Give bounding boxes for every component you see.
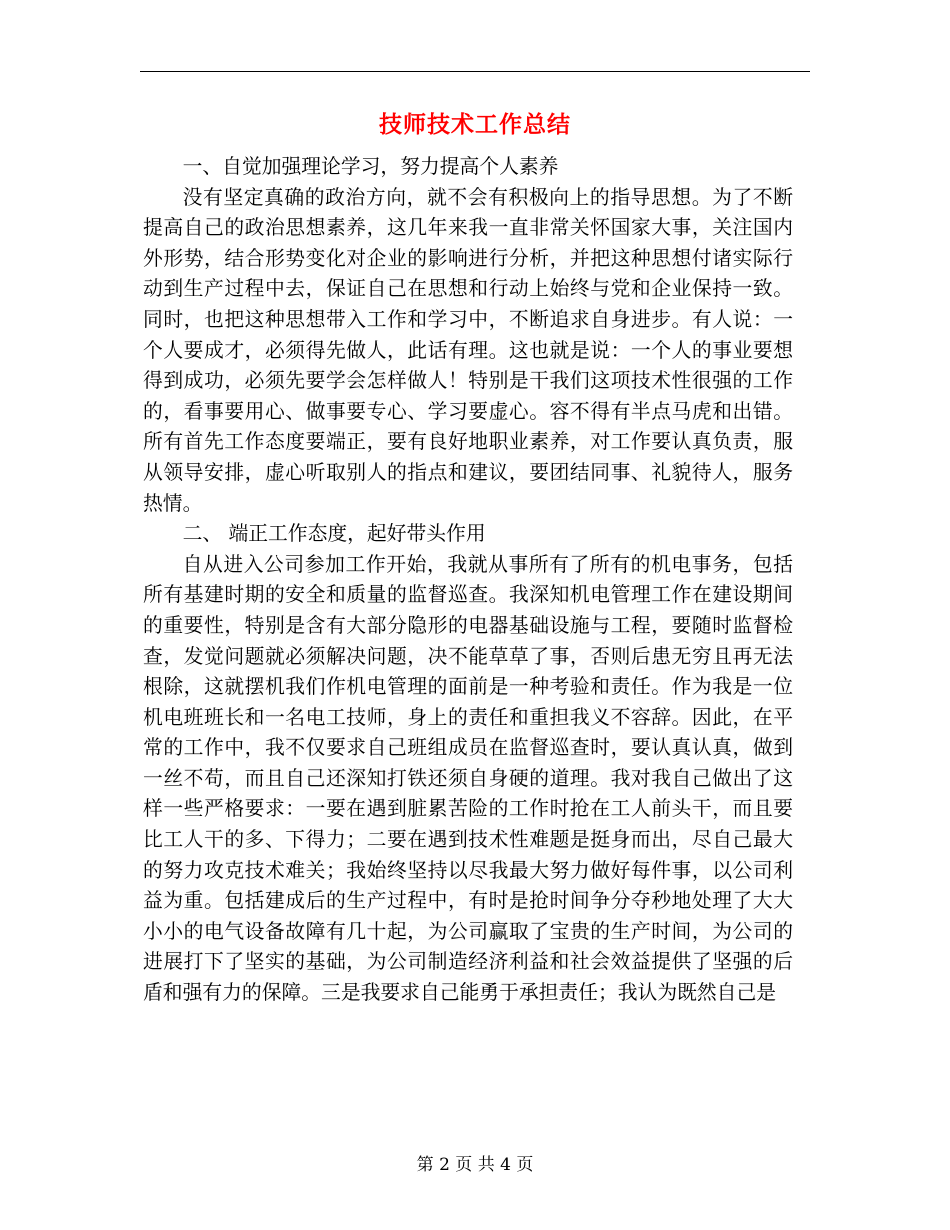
section-heading: 一、自觉加强理论学习，努力提高个人素养	[182, 155, 559, 178]
section-heading: 二、 端正工作态度，起好带头作用	[182, 522, 486, 546]
page-number: 第 2 页 共 4 页	[416, 1155, 534, 1175]
body-paragraph: 自从进入公司参加工作开始，我就从事所有了所有的机电事务，包括所有基建时期的安全和质量的监督巡查。我深知机电管理工作在建设期间的重要性，特别是含有大部分隐形的电器基础设施与工程，要随时监督检查，发觉问题就必须解决问题，决不能草草了事，否则后患无穷且再无法根除，这就摆机我们作机电管理的面前是一种考验和责任。作为我是一位机电班班长和一名电工技师，身上的责任和重担我义不容辞。因此，在平常的工作中，我不仅要求自己班组成员在监督巡查时，要认真认真，做到一丝不苟，而且自己还深知打铁还须自身硬的道理。我对我自己做出了这样一些严格要求：一要在遇到脏累苦险的工作时抢在工人前头干，而且要比工人干的多、下得力；二要在遇到技术性难题是挺身而出，尽自己最大的努力攻克技术难关；我始终坚持以尽我最大努力做好每件事，以公司利益为重。包括建成后的生产过程中，有时是抢时间争分夺秒地处理了大大小小的电气设备故障有几十起，为公司赢取了宝贵的生产时间，为公司的进展打下了坚实的基础，为公司制造经济利益和社会效益提供了坚强的后盾和强有力的保障。三是我要求自己能勇于承担责任；我认为既然自己是	[143, 552, 793, 1005]
header-rule	[140, 71, 810, 72]
document-body	[143, 152, 793, 1009]
body-paragraph: 没有坚定真确的政治方向，就不会有积极向上的指导思想。为了不断提高自己的政治思想素养，这几年来我一直非常关怀国家大事，关注国内外形势，结合形势变化对企业的影响进行分析，并把这种思想付诸实际行动到生产过程中去，保证自己在思想和行动上始终与党和企业保持一致。同时，也把这种思想带入工作和学习中，不断追求自身进步。有人说：一个人要成才，必须得先做人，此话有理。这也就是说：一个人的事业要想得到成功，必须先要学会怎样做人！特别是干我们这项技术性很强的工作的，看事要用心、做事要专心、学习要虚心。容不得有半点马虎和出错。所有首先工作态度要端正，要有良好地职业素养，对工作要认真负责，服从领导安排，虚心听取别人的指点和建议，要团结同事、礼貌待人，服务热情。	[143, 185, 793, 515]
document-title: 技师技术工作总结	[379, 111, 571, 138]
